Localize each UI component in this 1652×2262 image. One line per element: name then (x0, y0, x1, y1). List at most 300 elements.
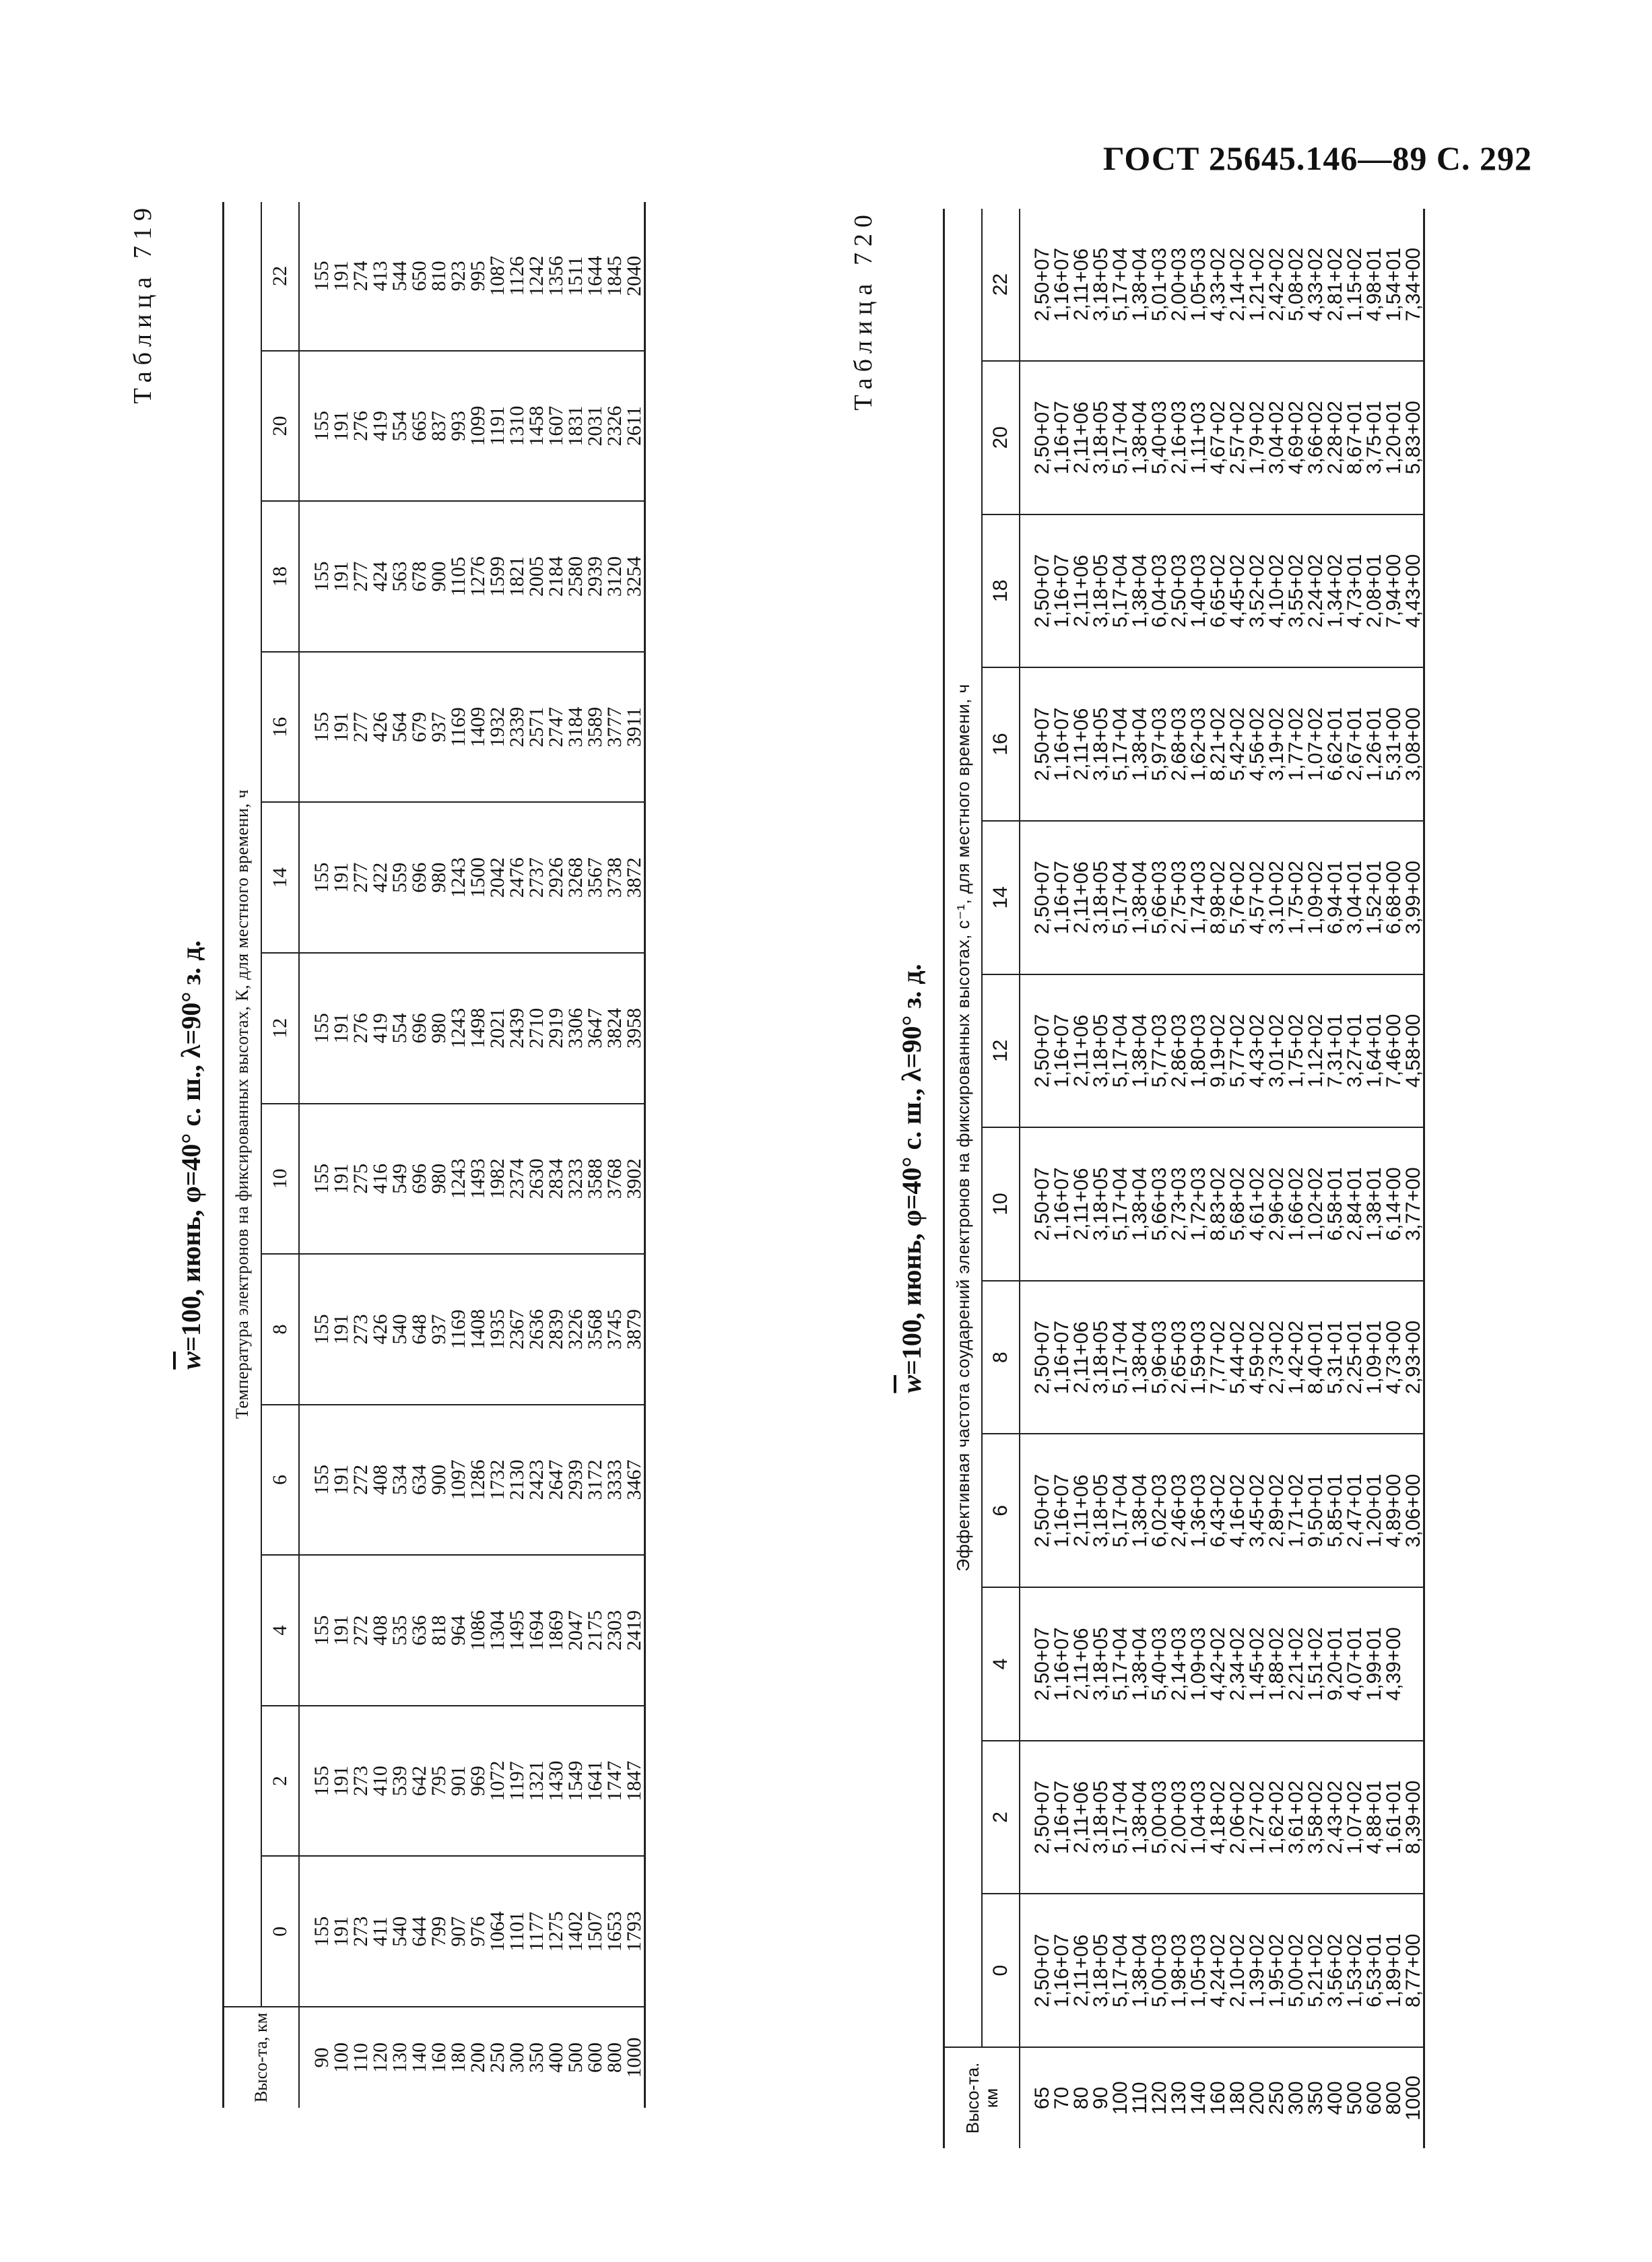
cell-value: 1,62+02 (1265, 1780, 1288, 1855)
cell-value: 2,42+02 (1265, 247, 1288, 322)
cell-value: 969 (467, 1766, 489, 1797)
cell-value: 1101 (506, 1911, 528, 1952)
cell-value: 636 (408, 1615, 430, 1646)
cell-value: 1,79+02 (1246, 401, 1268, 475)
table-720-condition-symbol: $\overline{w}$ (896, 1374, 927, 1393)
alt-header: Высо-та. км (944, 2047, 1020, 2148)
cell-value: 1,42+02 (1285, 1320, 1307, 1395)
cell-value: 2,89+02 (1265, 1473, 1288, 1548)
cell-value: 4,10+02 (1265, 554, 1288, 628)
value-column (1020, 209, 1424, 361)
cell-value: 1,16+07 (1051, 554, 1073, 628)
cell-value: 2,00+03 (1168, 247, 1190, 322)
cell-value: 2611 (623, 406, 645, 446)
hour-header: 16 (261, 652, 299, 803)
hour-header: 16 (982, 667, 1020, 821)
cell-value: 1869 (545, 1610, 567, 1651)
cell-value: 2,50+07 (1031, 1780, 1053, 1855)
cell-value: 1321 (525, 1760, 548, 1801)
cell-value: 1409 (467, 706, 489, 747)
value-column (1020, 514, 1424, 668)
cell-value: 1935 (486, 1308, 508, 1350)
cell-value: 5,17+04 (1109, 1320, 1131, 1395)
altitude-value: 200 (467, 2042, 489, 2073)
cell-value: 2,50+07 (1031, 861, 1053, 935)
cell-value: 3268 (564, 857, 587, 898)
cell-value: 1243 (447, 1158, 469, 1199)
cell-value: 3,56+02 (1324, 1933, 1346, 2007)
cell-value: 3172 (584, 1459, 606, 1500)
cell-value: 4,73+01 (1344, 554, 1366, 628)
altitude-value: 600 (1363, 2081, 1385, 2115)
table-719-condition-text: =100, июнь, φ=40° с. ш., λ=90° з. д. (176, 940, 206, 1352)
cell-value: 2184 (545, 556, 567, 597)
cell-value: 2,93+00 (1402, 1320, 1424, 1395)
cell-value: 2,47+01 (1344, 1473, 1366, 1548)
hour-header: 12 (261, 953, 299, 1104)
hour-header: 8 (261, 1254, 299, 1405)
cell-value: 2,73+03 (1168, 1167, 1190, 1241)
cell-value: 155 (310, 1314, 333, 1345)
cell-value: 155 (310, 862, 333, 893)
cell-value: 1,16+07 (1051, 1473, 1073, 1548)
cell-value: 1097 (447, 1459, 469, 1500)
cell-value: 2,11+06 (1070, 554, 1092, 627)
cell-value: 1,34+02 (1324, 554, 1346, 628)
hour-header: 4 (261, 1555, 299, 1706)
cell-value: 1,04+03 (1187, 1780, 1210, 1855)
hour-header: 0 (982, 1894, 1020, 2047)
cell-value: 1099 (467, 405, 489, 446)
cell-value: 5,17+04 (1109, 707, 1131, 781)
altitude-value: 110 (1129, 2082, 1151, 2115)
cell-value: 554 (389, 411, 411, 442)
cell-value: 993 (447, 411, 469, 442)
altitude-value: 1000 (623, 2037, 645, 2078)
altitude-value: 250 (1265, 2081, 1288, 2115)
cell-value: 1982 (486, 1158, 508, 1199)
cell-value: 155 (310, 1766, 333, 1797)
altitude-value: 350 (525, 2042, 548, 2073)
cell-value: 2,50+07 (1031, 1013, 1053, 1088)
cell-value: 564 (389, 712, 411, 743)
cell-value: 191 (330, 1766, 352, 1797)
cell-value: 8,40+01 (1304, 1320, 1327, 1395)
cell-value: 6,65+02 (1207, 554, 1229, 628)
cell-value: 535 (389, 1615, 411, 1646)
cell-value: 4,67+02 (1207, 401, 1229, 475)
cell-value: 1,72+03 (1187, 1167, 1210, 1241)
cell-value: 2,16+03 (1168, 401, 1190, 475)
cell-value: 1,75+02 (1285, 1013, 1307, 1088)
cell-value: 273 (350, 1314, 372, 1345)
cell-value: 3254 (623, 556, 645, 597)
cell-value: 2939 (584, 556, 606, 597)
cell-value: 3,18+05 (1090, 1013, 1112, 1088)
cell-value: 4,73+00 (1383, 1320, 1405, 1395)
cell-value: 9,50+01 (1304, 1473, 1327, 1548)
value-column (1020, 1587, 1424, 1741)
cell-value: 1,26+01 (1363, 707, 1385, 781)
cell-value: 155 (310, 1615, 333, 1646)
cell-value: 2,14+02 (1226, 247, 1249, 322)
cell-value: 8,39+00 (1402, 1780, 1424, 1855)
cell-value: 272 (350, 1465, 372, 1496)
altitude-value: 90 (1090, 2086, 1112, 2110)
value-column (299, 1856, 645, 2007)
cell-value: 1,05+03 (1187, 1933, 1210, 2007)
cell-value: 1086 (467, 1610, 489, 1651)
cell-value: 191 (330, 1163, 352, 1194)
cell-value: 976 (467, 1916, 489, 1947)
cell-value: 424 (369, 561, 391, 592)
cell-value: 2,06+02 (1226, 1780, 1249, 1855)
cell-value: 1169 (447, 707, 469, 747)
altitude-value: 400 (545, 2042, 567, 2073)
cell-value: 1793 (623, 1911, 645, 1952)
cell-value: 5,68+02 (1226, 1167, 1249, 1241)
cell-value: 7,46+00 (1383, 1013, 1405, 1088)
cell-value: 3,18+05 (1090, 401, 1112, 475)
table-719-block (128, 202, 822, 2108)
cell-value: 7,94+00 (1383, 554, 1405, 628)
cell-value: 900 (428, 561, 450, 592)
cell-value: 426 (369, 712, 391, 743)
cell-value: 2042 (486, 857, 508, 898)
cell-value: 1498 (467, 1007, 489, 1049)
cell-value: 419 (369, 1013, 391, 1044)
cell-value: 1747 (603, 1760, 626, 1801)
altitude-value: 180 (1226, 2081, 1249, 2115)
cell-value: 1,89+01 (1383, 1933, 1405, 2007)
hour-header: 6 (261, 1405, 299, 1556)
table-719 (222, 202, 646, 2108)
cell-value: 559 (389, 862, 411, 893)
cell-value: 6,94+01 (1324, 861, 1346, 935)
altitude-value: 350 (1304, 2081, 1327, 2115)
altitude-value: 120 (369, 2042, 391, 2073)
cell-value: 5,01+03 (1148, 247, 1170, 322)
cell-value: 1,11+03 (1187, 401, 1210, 474)
cell-value: 3,77+00 (1402, 1167, 1424, 1241)
cell-value: 191 (330, 1314, 352, 1345)
cell-value: 3,75+01 (1363, 401, 1385, 475)
cell-value: 1,16+07 (1051, 1933, 1073, 2007)
cell-value: 2021 (486, 1007, 508, 1049)
altitude-value: 180 (447, 2042, 469, 2073)
value-column (1020, 821, 1424, 974)
cell-value: 191 (330, 1013, 352, 1044)
cell-value: 4,89+00 (1383, 1473, 1405, 1548)
hour-header: 12 (982, 974, 1020, 1128)
cell-value: 5,96+03 (1148, 1320, 1170, 1395)
cell-value: 1177 (525, 1911, 548, 1952)
cell-value: 4,61+02 (1246, 1167, 1268, 1241)
cell-value: 818 (428, 1615, 450, 1646)
cell-value: 1458 (525, 405, 548, 446)
cell-value: 539 (389, 1766, 411, 1797)
cell-value: 5,40+03 (1148, 1627, 1170, 1701)
cell-value: 2737 (525, 857, 548, 898)
cell-value: 2747 (545, 706, 567, 747)
cell-value: 5,77+02 (1226, 1013, 1249, 1088)
cell-value: 5,42+02 (1226, 707, 1249, 781)
cell-value: 155 (310, 1916, 333, 1947)
value-column (299, 1254, 645, 1405)
cell-value: 1,38+04 (1129, 1933, 1151, 2007)
cell-value: 4,18+02 (1207, 1780, 1229, 1855)
value-column (299, 202, 645, 351)
cell-value: 3,18+05 (1090, 554, 1112, 628)
cell-value: 1607 (545, 405, 567, 446)
cell-value: 1,38+04 (1129, 1780, 1151, 1855)
cell-value: 2,28+02 (1324, 401, 1346, 475)
value-column (299, 652, 645, 803)
cell-value: 1,38+04 (1129, 554, 1151, 628)
cell-value: 5,17+04 (1109, 247, 1131, 322)
altitude-value: 90 (310, 2047, 333, 2068)
value-column (299, 953, 645, 1104)
cell-value: 1,16+07 (1051, 401, 1073, 475)
cell-value: 1242 (525, 255, 548, 296)
cell-value: 4,45+02 (1226, 554, 1249, 628)
cell-value: 3306 (564, 1007, 587, 1049)
cell-value: 8,98+02 (1207, 861, 1229, 935)
altitude-value: 80 (1070, 2086, 1092, 2110)
cell-value: 5,17+04 (1109, 554, 1131, 628)
cell-value: 1,15+02 (1344, 247, 1366, 322)
cell-value: 2,50+07 (1031, 1320, 1053, 1395)
cell-value: 1,16+07 (1051, 247, 1073, 322)
cell-value: 1,38+04 (1129, 401, 1151, 475)
cell-value: 4,58+00 (1402, 1013, 1424, 1088)
cell-value: 1,09+02 (1304, 861, 1327, 935)
cell-value: 1,53+02 (1344, 1933, 1366, 2007)
altitude-value: 160 (428, 2042, 450, 2073)
cell-value: 1304 (486, 1610, 508, 1651)
cell-value: 3647 (584, 1007, 606, 1049)
cell-value: 2630 (525, 1158, 548, 1199)
cell-value: 2926 (545, 857, 567, 898)
cell-value: 5,31+00 (1383, 707, 1405, 781)
cell-value: 1197 (506, 1761, 528, 1801)
cell-value: 3567 (584, 857, 606, 898)
value-column (1020, 1127, 1424, 1281)
cell-value: 3467 (623, 1459, 645, 1500)
cell-value: 3,18+05 (1090, 1167, 1112, 1241)
cell-value: 937 (428, 712, 450, 743)
cell-value: 4,43+00 (1402, 554, 1424, 628)
altitude-value: 200 (1246, 2081, 1268, 2115)
cell-value: 3,45+02 (1246, 1473, 1268, 1548)
cell-value: 1,52+01 (1363, 861, 1385, 935)
cell-value: 276 (350, 411, 372, 442)
cell-value: 2423 (525, 1459, 548, 1500)
cell-value: 4,39+00 (1383, 1627, 1405, 1701)
cell-value: 1644 (584, 255, 606, 296)
cell-value: 648 (408, 1314, 430, 1345)
cell-value: 1,62+03 (1187, 707, 1210, 781)
cell-value: 4,16+02 (1226, 1473, 1249, 1548)
cell-value: 5,77+03 (1148, 1013, 1170, 1088)
cell-value: 4,88+01 (1363, 1780, 1385, 1855)
cell-value: 2,50+07 (1031, 1167, 1053, 1241)
cell-value: 1064 (486, 1911, 508, 1952)
cell-value: 1,99+01 (1363, 1627, 1385, 1701)
cell-value: 3184 (564, 706, 587, 747)
cell-value: 8,83+02 (1207, 1167, 1229, 1241)
cell-value: 3588 (584, 1158, 606, 1199)
cell-value: 3,10+02 (1265, 861, 1288, 935)
cell-value: 2439 (506, 1007, 528, 1049)
cell-value: 2,67+01 (1344, 707, 1366, 781)
cell-value: 3,04+01 (1344, 861, 1366, 935)
cell-value: 1,07+02 (1304, 707, 1327, 781)
cell-value: 5,00+02 (1285, 1933, 1307, 2007)
cell-value: 410 (369, 1766, 391, 1797)
cell-value: 4,42+02 (1207, 1627, 1229, 1701)
cell-value: 2,50+03 (1168, 554, 1190, 628)
value-column (1020, 1434, 1424, 1587)
cell-value: 3879 (623, 1308, 645, 1350)
cell-value: 3,66+02 (1304, 401, 1327, 475)
cell-value: 4,59+02 (1246, 1320, 1268, 1395)
cell-value: 678 (408, 561, 430, 592)
cell-value: 3,61+02 (1285, 1780, 1307, 1855)
cell-value: 696 (408, 1013, 430, 1044)
cell-value: 191 (330, 862, 352, 893)
cell-value: 1,77+02 (1285, 707, 1307, 781)
table-720-condition-text: =100, июнь, φ=40° с. ш., λ=90° з. д. (896, 964, 927, 1375)
super-header: Температура электронов на фиксированных высотах, К, для местного времени, ч (224, 202, 262, 2007)
cell-value: 2,81+02 (1324, 247, 1346, 322)
cell-value: 644 (408, 1916, 430, 1947)
cell-value: 1087 (486, 255, 508, 296)
cell-value: 3745 (603, 1308, 626, 1350)
cell-value: 155 (310, 712, 333, 743)
cell-value: 1,59+03 (1187, 1320, 1210, 1395)
table-720-caption: Таблица 720 (849, 209, 878, 411)
cell-value: 2580 (564, 556, 587, 597)
cell-value: 1408 (467, 1308, 489, 1350)
cell-value: 1932 (486, 706, 508, 747)
cell-value: 155 (310, 261, 333, 292)
value-column (299, 1104, 645, 1255)
cell-value: 4,33+02 (1207, 247, 1229, 322)
cell-value: 5,17+04 (1109, 1780, 1131, 1855)
alt-header: Высо-та, км (224, 2007, 300, 2108)
cell-value: 2,14+03 (1168, 1627, 1190, 1701)
cell-value: 191 (330, 261, 352, 292)
cell-value: 1,38+01 (1363, 1167, 1385, 1241)
cell-value: 2,11+06 (1070, 708, 1092, 780)
cell-value: 3872 (623, 857, 645, 898)
cell-value: 3,19+02 (1265, 707, 1288, 781)
cell-value: 1402 (564, 1911, 587, 1952)
altitude-value: 130 (1168, 2081, 1190, 2115)
cell-value: 1847 (623, 1760, 645, 1801)
cell-value: 1831 (564, 405, 587, 446)
cell-value: 549 (389, 1163, 411, 1194)
cell-value: 426 (369, 1314, 391, 1345)
table-719-condition (175, 202, 207, 2108)
cell-value: 1,38+04 (1129, 1473, 1151, 1548)
cell-value: 2,73+02 (1265, 1320, 1288, 1395)
cell-value: 2,65+03 (1168, 1320, 1190, 1395)
cell-value: 4,57+02 (1246, 861, 1268, 935)
cell-value: 422 (369, 862, 391, 893)
cell-value: 1,16+07 (1051, 1320, 1073, 1395)
cell-value: 2,11+06 (1070, 248, 1092, 321)
cell-value: 1,80+03 (1187, 1013, 1210, 1088)
cell-value: 4,33+02 (1304, 247, 1327, 322)
cell-value: 1276 (467, 556, 489, 597)
altitude-value: 800 (1383, 2081, 1405, 2115)
cell-value: 4,56+02 (1246, 707, 1268, 781)
cell-value: 2,50+07 (1031, 1933, 1053, 2007)
altitude-value: 100 (330, 2042, 352, 2073)
cell-value: 900 (428, 1465, 450, 1496)
altitude-value: 100 (1109, 2081, 1131, 2115)
value-column (1020, 1894, 1424, 2047)
cell-value: 1,20+01 (1363, 1473, 1385, 1548)
cell-value: 2,10+02 (1226, 1933, 1249, 2007)
altitude-value: 110 (350, 2042, 372, 2073)
cell-value: 2,11+06 (1070, 1014, 1092, 1087)
cell-value: 5,00+03 (1148, 1933, 1170, 2007)
hour-header: 14 (982, 821, 1020, 974)
cell-value: 799 (428, 1916, 450, 1947)
altitude-value: 130 (389, 2042, 411, 2073)
cell-value: 1243 (447, 857, 469, 898)
cell-value: 3233 (564, 1158, 587, 1199)
cell-value: 2,50+07 (1031, 1473, 1053, 1548)
cell-value (1403, 1592, 1423, 1736)
cell-value: 3,27+01 (1344, 1013, 1366, 1088)
cell-value: 696 (408, 1163, 430, 1194)
super-header: Эффективная частота соударений электронов на фиксированных высотах, с⁻¹, для местного времени, ч (944, 209, 983, 2047)
cell-value: 2047 (564, 1610, 587, 1651)
value-column (299, 1405, 645, 1556)
cell-value: 907 (447, 1916, 469, 1947)
cell-value: 5,76+02 (1226, 861, 1249, 935)
cell-value: 5,17+04 (1109, 861, 1131, 935)
hour-header: 10 (261, 1104, 299, 1255)
cell-value: 2,00+03 (1168, 1780, 1190, 1855)
cell-value: 1,36+03 (1187, 1473, 1210, 1548)
altitude-column (299, 2007, 645, 2108)
cell-value: 5,17+04 (1109, 401, 1131, 475)
cell-value: 191 (330, 1916, 352, 1947)
altitude-value: 140 (1187, 2081, 1210, 2115)
cell-value: 837 (428, 411, 450, 442)
cell-value: 2,11+06 (1070, 1628, 1092, 1700)
cell-value: 2,43+02 (1324, 1780, 1346, 1855)
cell-value: 1072 (486, 1760, 508, 1801)
cell-value: 1821 (506, 556, 528, 597)
cell-value: 964 (447, 1615, 469, 1646)
cell-value: 3,18+05 (1090, 1780, 1112, 1855)
cell-value: 1511 (564, 256, 587, 296)
cell-value: 1,16+07 (1051, 707, 1073, 781)
cell-value: 3738 (603, 857, 626, 898)
cell-value: 1,09+03 (1187, 1627, 1210, 1701)
cell-value: 1549 (564, 1760, 587, 1801)
value-column (1020, 974, 1424, 1128)
cell-value: 2130 (506, 1459, 528, 1500)
cell-value: 2647 (545, 1459, 567, 1500)
cell-value: 1356 (545, 255, 567, 296)
